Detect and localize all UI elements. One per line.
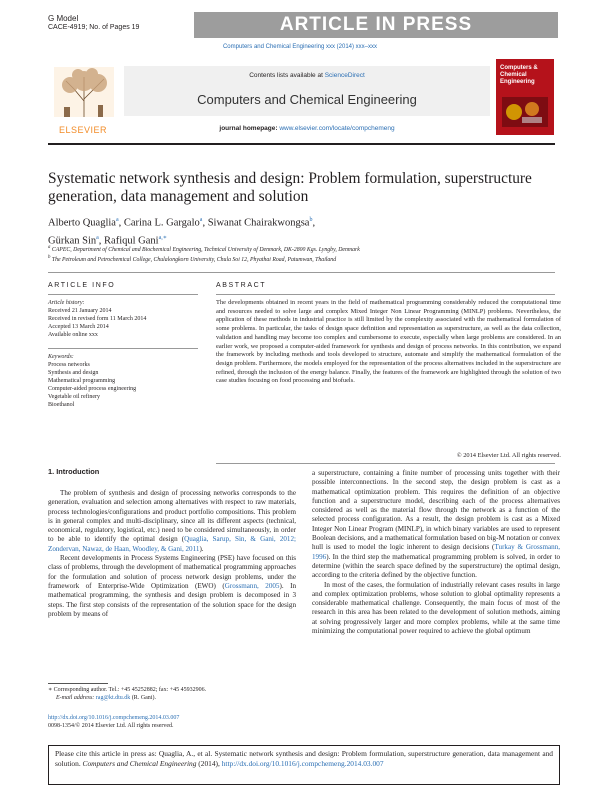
abstract-divider [216, 294, 555, 295]
author-affil-mark[interactable]: a,∗ [158, 234, 167, 241]
homepage-line [124, 125, 490, 132]
keywords-block [48, 353, 198, 409]
history-label: Article history: [48, 300, 85, 306]
homepage-link[interactable]: www.elsevier.com/locate/compchemeng [279, 125, 395, 132]
paragraph-text: Recent developments in Process Systems Engineering (PSE) have focused on this class of problems, through the development of mathematical programming approaches for the formulation and solution of process network design problems, under the framework of Enterprise-Wide Optimization (EWO) ( [48, 554, 296, 590]
article-in-press-banner: ARTICLE IN PRESS [194, 12, 558, 38]
footnote [48, 686, 298, 702]
author-list [48, 213, 555, 248]
keyword-item: Process networks [48, 362, 90, 368]
footnote-divider [48, 683, 108, 684]
body-column-left [48, 489, 296, 619]
author-name: Gürkan Sin [48, 235, 97, 246]
affil-a-text: CAPEC, Department of Chemical and Biochemical Engineering, Technical University of Denmark, DK-2800 Kgs. Lyngby, Denmark [51, 246, 360, 253]
intro-paragraph-1 [48, 489, 296, 554]
intro-paragraph-2 [48, 554, 296, 619]
affil-a-mark: a [48, 245, 51, 250]
journal-masthead [48, 57, 555, 141]
author-name: Carina L. Gargalo [123, 217, 200, 229]
citation-link[interactable]: Turkay & Grossmann, 1996 [312, 543, 561, 561]
keyword-item: Synthesis and design [48, 370, 99, 376]
contents-line [124, 72, 490, 79]
sciencedirect-link[interactable]: ScienceDirect [324, 72, 365, 79]
citation-link[interactable]: Quaglia, Sarup, Sin, & Gani, 2012; Zondervan, Nawaz, de Haan, Woodley, & Gani, 2011 [48, 535, 296, 553]
author-affil-mark[interactable]: a [115, 217, 119, 223]
online-date: Available online xxx [48, 332, 98, 338]
revised-date: Received in revised form 11 March 2014 [48, 316, 147, 322]
keyword-item: Bioethanol [48, 402, 75, 408]
abstract-text: The developments obtained in recent years in the field of mathematical programming considerably reduced the computational time and resources needed to solve large and complex Mixed Integer Non Linear Programming (MINLP) problems. Nevertheless, the application of these methods in industrial practice is still limited by the complexity associated with the mathematical formulation of some problems. In particular, the tasks of design space definition and representation as superstructure, as well as the data collection, validation and handling may become too complex and cumbersome to execute, especially when large problems are considered. In an earlier work, we proposed a computer-aided framework for synthesis and design of process networks. In this contribution, we expand the framework by including methods and tools developed to structure, automate and simplify the mathematical formulation of the design problem. Furthermore, the models employed for the representation of the process alternatives included in the superstructure are refined, through the inclusion of the energy balance. Finally, the features of the framework are highlighted through the solution of two case studies focusing on food processing and biofuels. [216, 299, 561, 385]
cite-journal: Computers and Chemical Engineering [82, 758, 197, 768]
paragraph-text: ). In mathematical programming, the synthesis and design problem is decomposed in 3 steps. The first step consists of the representation of the solution space for the design problem by means of [48, 581, 296, 618]
author-name: Rafiqul Gani [104, 235, 159, 246]
intro-paragraph-4: In most of the cases, the formulation of industrially relevant cases results in large and complex optimization problems, whose solution to global optimality represents a considerable mathematical challenge. Consequently, the main focus of most of the research in this area has been related to the development of solution methods, aiming at solving progressively larger and more complex problems, while at the same time minimizing the computational power required to achieve the global optimum [312, 580, 560, 636]
journal-reference-link[interactable]: Computers and Chemical Engineering xxx (2014) xxx–xxx [222, 44, 378, 50]
paragraph-text: a superstructure, containing a finite number of processing units together with their possible interconnections. In the second step, the design problem is cast as a mathematical optimization problem. This requires the definition of an objective function and a superstructure model, describing each of the process alternatives considered as well as the material flow through the network as a function of the selected process configuration. As a result, the design problem is cast as a Mixed Integer Non Linear Program (MINLP), in which binary variables are used to represent Boolean decisions, and a mathematical formulation based on big-M notation or convex hull is used to model the logic inherent to design decisions ( [312, 469, 560, 552]
ms-pages-line [48, 23, 139, 32]
section-heading-introduction: 1. Introduction [48, 467, 100, 476]
corresponding-author: ∗ Corresponding author. Tel.: +45 45252882; fax: +45 45932906. [48, 687, 207, 693]
article-info-divider [48, 294, 198, 295]
article-info-heading: ARTICLE INFO [48, 282, 116, 289]
elsevier-logo [48, 67, 118, 133]
keywords-divider [48, 348, 198, 349]
affiliation-b [48, 254, 555, 264]
affiliations [48, 244, 555, 264]
cite-doi-link[interactable]: http://dx.doi.org/10.1016/j.compchemeng.2014.03.007 [221, 758, 384, 768]
journal-header-band [124, 66, 490, 116]
article-history [48, 299, 198, 339]
keyword-item: Computer-aided process engineering [48, 386, 137, 392]
keyword-item: Mathematical programming [48, 378, 116, 384]
cover-title: Computers & Chemical Engineering [500, 65, 538, 85]
citation-box [48, 745, 560, 785]
cite-text: Please cite this article in press as: Quaglia, A., et al. Systematic network synthesis and design: Problem formulation, superstructure generation, data management and solution. [55, 749, 553, 768]
gmodel-label: G Model [48, 14, 79, 23]
author-affil-mark[interactable]: a [96, 234, 99, 241]
cover-graphic-icon [502, 97, 548, 127]
homepage-prefix: journal homepage: [219, 125, 280, 132]
masthead-divider [48, 143, 555, 145]
paragraph-text: ). In the third step the mathematical programming problem is solved, in order to determine (within the search space defined by the superstructure) the optimal design, according to the criteria defined by the objective function. [312, 552, 560, 580]
author-affil-mark[interactable]: b [309, 217, 313, 223]
paragraph-text: ). [199, 544, 204, 553]
email-suffix: (R. Gani). [130, 695, 156, 701]
citation-link[interactable]: Grossmann, 2005 [224, 581, 280, 590]
author-name: Siwanat Chairakwongsa [207, 217, 310, 229]
header-manuscript-info [48, 14, 139, 32]
email-line [48, 694, 298, 702]
elsevier-wordmark: ELSEVIER [58, 125, 108, 135]
ms-number: CACE-4919; [48, 24, 88, 31]
affiliation-a [48, 244, 555, 254]
article-title: Systematic network synthesis and design: Problem formulation, superstructure generation, data management and solution [48, 170, 532, 205]
author-name: Alberto Quaglia [48, 217, 116, 229]
doi-link[interactable]: http://dx.doi.org/10.1016/j.compchemeng.2014.03.007 [48, 715, 180, 721]
keywords-label: Keywords: [48, 354, 74, 360]
doi-block [48, 714, 308, 730]
received-date: Received 21 January 2014 [48, 308, 112, 314]
author-line-2: Gürkan Sin$^a$, Rafiqul Gani$^{a,∗}$ [48, 234, 167, 246]
body-column-right [312, 469, 560, 636]
email-link[interactable]: rag@kt.dtu.dk [95, 695, 131, 701]
affiliation-divider [48, 272, 555, 273]
paragraph-text: The problem of synthesis and design of processing networks corresponds to the generation, evaluation and selection among alternatives with respect to raw materials, process technologies/configurations and product portfolio compositions. This problem is in general complex and multi-disciplinary, since all its different aspects (technical, economical, regulatory, logistical, etc.) need to be considered simultaneously, in order to be able to identify the optimal design ( [48, 489, 296, 544]
cite-year: (2014), [196, 758, 222, 768]
abstract-copyright: © 2014 Elsevier Ltd. All rights reserved. [456, 452, 561, 459]
contents-prefix: Contents lists available at [249, 72, 325, 79]
keyword-item: Vegetable oil refinery [48, 394, 100, 400]
elsevier-tree-icon [54, 67, 114, 117]
affil-b-text: The Petroleum and Petrochemical College, Chulalongkorn University, Chula Soi 12, Phyathai Road, Patumwan, Thailand [51, 256, 337, 263]
accepted-date: Accepted 13 March 2014 [48, 324, 109, 330]
journal-cover-image [496, 59, 554, 135]
email-label: E-mail address: [56, 695, 96, 701]
abstract-heading: ABSTRACT [216, 282, 267, 289]
intro-paragraph-3 [312, 469, 560, 581]
journal-title: Computers and Chemical Engineering [197, 92, 417, 107]
author-line-1: Alberto Quaglia$^a$, Carina L. Gargalo$^a$, Siwanat Chairakwongsa$^b$, [48, 217, 316, 229]
author-affil-mark[interactable]: a [199, 217, 203, 223]
page-count: No. of Pages 19 [89, 24, 140, 31]
abstract-bottom-divider [216, 463, 555, 464]
issn-line: 0098-1354/© 2014 Elsevier Ltd. All rights reserved. [48, 723, 174, 729]
affil-b-mark: b [48, 254, 51, 260]
